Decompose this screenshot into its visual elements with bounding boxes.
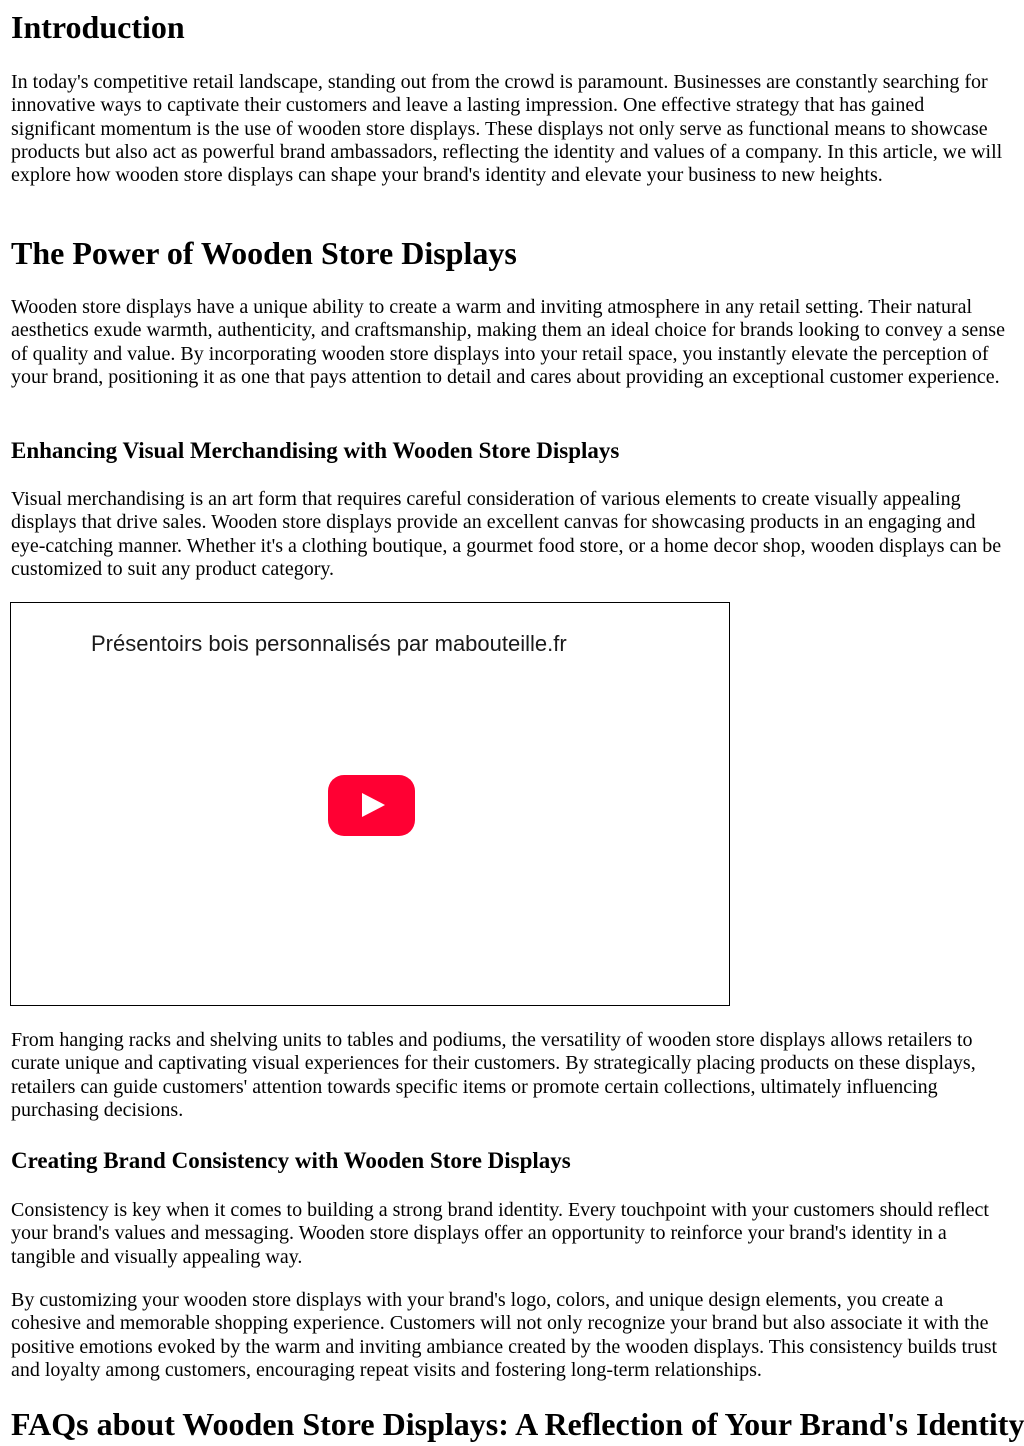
display-versatility-paragraph: From hanging racks and shelving units to tables and podiums, the versatility of wooden store displays allows retailers to curate unique and captivating visual experiences for their customers. By strategically placing products on these displays, retailers can guide customers' attention towards specific items or promote certain collections, ultimately influencing purchasing decisions.: [11, 1029, 976, 1121]
power-of-displays-paragraph: Wooden store displays have a unique ability to create a warm and inviting atmosphere in any retail setting. Their natural aesthetics exude warmth, authenticity, and craftsmanship, making them an ideal choice for brands looking to convey a sense of quality and value. By incorporating wooden store displays into your retail space, you instantly elevate the perception of your brand, positioning it as one that pays attention to detail and cares about providing an exceptional customer experience.: [11, 296, 1005, 388]
brand-consistency-heading: Creating Brand Consistency with Wooden Store Displays: [11, 1148, 571, 1173]
play-button[interactable]: [328, 775, 415, 836]
faq-heading: FAQs about Wooden Store Displays: A Reflection of Your Brand's Identity: [11, 1406, 1024, 1442]
visual-merchandising-heading: Enhancing Visual Merchandising with Wooden Store Displays: [11, 438, 620, 463]
embedded-video-player[interactable]: [10, 602, 730, 1006]
visual-merchandising-paragraph: Visual merchandising is an art form that requires careful consideration of various elements to create visually appealing displays that drive sales. Wooden store displays provide an excellent canvas for showcasing products in an engaging and eye-catching manner. Whether it's a clothing boutique, a gourmet food store, or a home decor shop, wooden displays can be customized to suit any product category.: [11, 488, 1002, 580]
introduction-heading: Introduction: [11, 9, 185, 45]
customizing-displays-paragraph: By customizing your wooden store displays with your brand's logo, colors, and unique design elements, you create a cohesive and memorable shopping experience. Customers will not only recognize your brand but also associate it with the positive emotions evoked by the warm and inviting ambiance created by the wooden displays. This consistency builds trust and loyalty among customers, encouraging repeat visits and fostering long-term relationships.: [11, 1289, 998, 1381]
play-icon: [362, 793, 385, 817]
video-title[interactable]: Présentoirs bois personnalisés par mabouteille.fr: [91, 631, 567, 656]
brand-consistency-paragraph: Consistency is key when it comes to building a strong brand identity. Every touchpoint with your customers should reflect your brand's values and messaging. Wooden store displays offer an opportunity to reinforce your brand's identity in a tangible and visually appealing way.: [11, 1199, 989, 1268]
introduction-paragraph: In today's competitive retail landscape, standing out from the crowd is paramount. Businesses are constantly searching for innovative ways to captivate their customers and leave a lasting impression. One effective strategy that has gained significant momentum is the use of wooden store displays. These displays not only serve as functional means to showcase products but also act as powerful brand ambassadors, reflecting the identity and values of a company. In this article, we will explore how wooden store displays can shape your brand's identity and elevate your business to new heights.: [11, 71, 1003, 187]
power-of-displays-heading: The Power of Wooden Store Displays: [11, 235, 517, 271]
